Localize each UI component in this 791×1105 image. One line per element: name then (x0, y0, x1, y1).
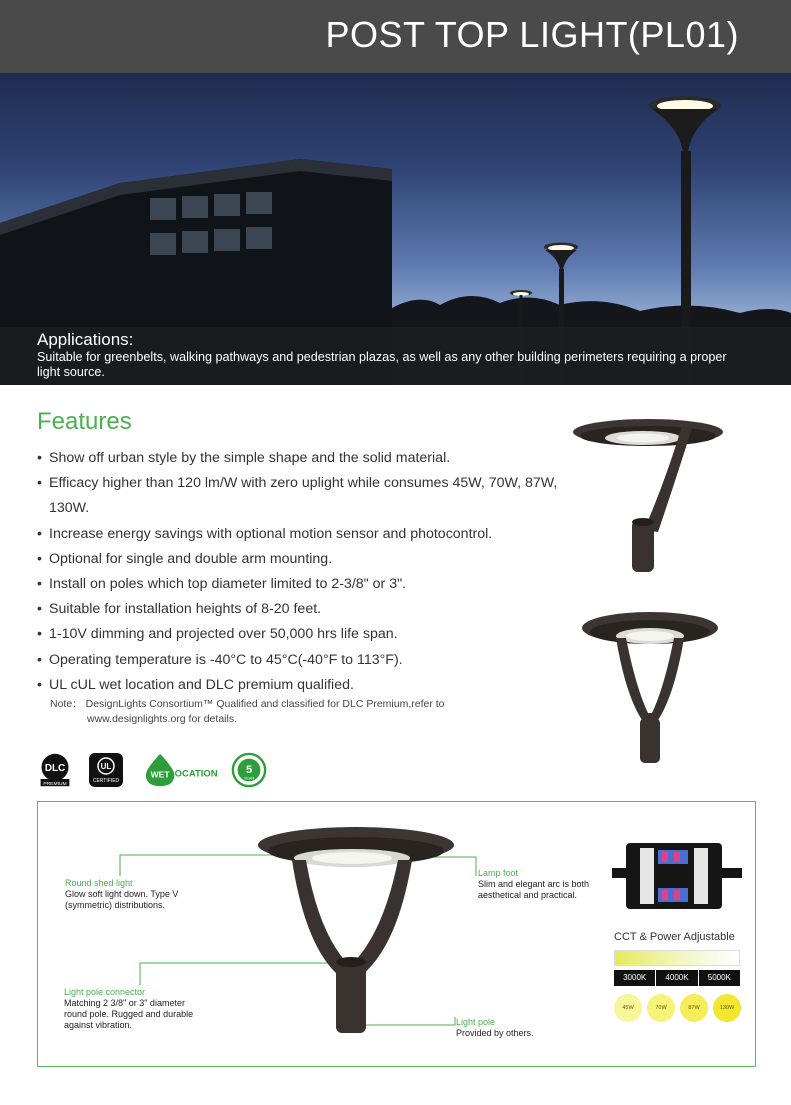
dlc-badge-subtext: PREMIUM (43, 781, 67, 787)
callout-lamp-foot-title: Lamp foot (478, 868, 519, 878)
page-title: POST TOP LIGHT(PL01) (325, 14, 739, 55)
callout-pole-connector (64, 987, 204, 1031)
diagram-lamp (258, 827, 454, 1033)
leader-line-pole-connector (140, 963, 330, 985)
power-dot: 70W (647, 994, 675, 1022)
applications-text: Suitable for greenbelts, walking pathways and pedestrian plazas, as well as any other building perimeters requiring a proper light source. (37, 350, 727, 379)
power-dot: 87W (680, 994, 708, 1022)
callout-round-shed-text: Glow soft light down. Type V (symmetric) distributions. (65, 889, 179, 910)
callout-round-shed-title: Round shed light (65, 878, 133, 888)
wet-badge-text: WET (150, 769, 170, 780)
applications-title: Applications: (37, 330, 134, 349)
leader-line-round-shed (120, 855, 290, 876)
warranty-unit: YEAR (243, 776, 255, 781)
feature-item: • Optional for single and double arm mounting. (37, 547, 567, 572)
callout-lamp-foot (478, 868, 594, 901)
feature-item: • Efficacy higher than 120 lm/W with zero uplight while consumes 45W, 70W, 87W, 130W. (37, 471, 567, 521)
callout-lamp-foot-text: Slim and elegant arc is both aesthetical and practical. (478, 879, 590, 900)
feature-item: • 1-10V dimming and projected over 50,000 hrs life span. (37, 622, 567, 647)
feature-item: • UL cUL wet location and DLC premium qualified. (37, 673, 567, 698)
leader-line-lamp-foot (420, 857, 476, 876)
callout-round-shed (65, 878, 195, 911)
feature-item: • Install on poles which top diameter limited to 2-3/8" or 3". (37, 572, 567, 597)
feature-item: • Suitable for installation heights of 8-20 feet. (37, 597, 567, 622)
power-options (612, 994, 742, 1022)
power-dot: 45W (614, 994, 642, 1022)
callout-light-pole-text: Provided by others. (456, 1028, 534, 1038)
ul-badge-text: UL (100, 762, 112, 771)
cct-gradient-bar (614, 950, 740, 966)
cct-power-title: CCT & Power Adjustable (614, 931, 735, 943)
callout-pole-connector-title: Light pole connector (64, 987, 146, 997)
dlc-badge-text: DLC (44, 762, 66, 774)
feature-item: • Operating temperature is -40°C to 45°C(-40°F to 113°F). (37, 648, 567, 673)
feature-item: • Show off urban style by the simple shape and the solid material. (37, 446, 567, 471)
callout-light-pole (456, 1017, 546, 1039)
warranty-number: 5 (245, 763, 253, 776)
location-badge-text: LOCATION (168, 768, 218, 780)
cct-label: 3000K (614, 970, 655, 986)
cct-label: 4000K (656, 970, 697, 986)
callout-pole-connector-text: Matching 2 3/8" or 3" diameter round pole. Rugged and durable against vibration. (64, 998, 194, 1030)
feature-item: • Increase energy savings with optional motion sensor and photocontrol. (37, 522, 567, 547)
features-title: Features (37, 408, 132, 435)
note-text: DesignLights Consortium™ Qualified and classified for DLC Premium,refer to (85, 698, 445, 710)
power-dot: 130W (713, 994, 741, 1022)
note-url: www.designlights.org for details. (87, 713, 237, 725)
cct-label: 5000K (699, 970, 740, 986)
ul-badge-subtext: CERTIFIED (92, 778, 120, 784)
callout-light-pole-title: Light pole (456, 1017, 496, 1027)
cct-labels (614, 970, 740, 986)
driver-box-image (612, 843, 742, 909)
leader-line-light-pole (360, 1017, 455, 1025)
note-label: Note： (50, 698, 83, 710)
